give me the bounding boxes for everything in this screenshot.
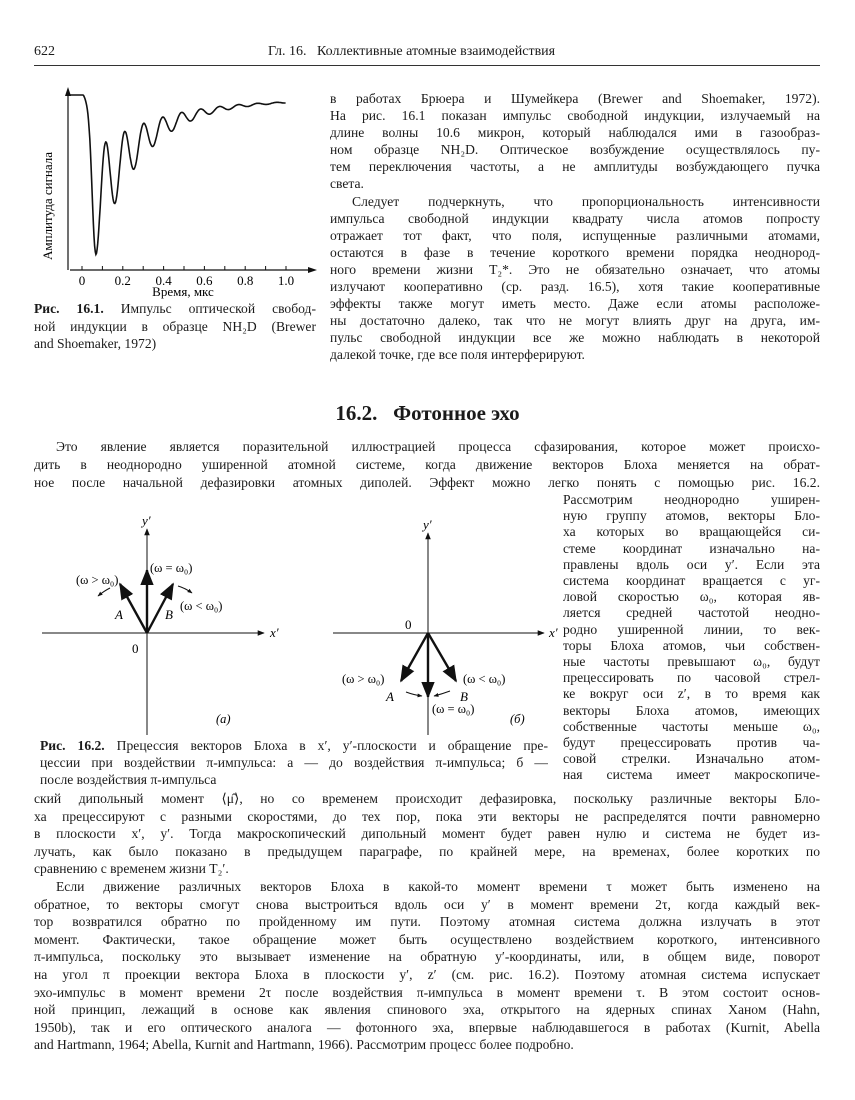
caption-line: после воздействия π-импульса: [40, 772, 217, 787]
text-line: ной принцип, лежащий в основе как явления спинового эха, открытого на ядерных спинах Ханом (Hahn,: [34, 1002, 820, 1018]
rotation-arrow-icon: [178, 586, 192, 593]
text-line: ные частоты превышают ω₀, будут: [563, 654, 820, 670]
rotation-arrow-icon: [434, 691, 450, 696]
origin-label: 0: [132, 641, 139, 656]
text-line: Это явление является поразительной иллюстрацией процесса сфазирования, которое может происхо-: [56, 439, 820, 454]
signal-curve: [68, 95, 286, 254]
text-line: Следует подчеркнуть, что пропорциональность интенсивности: [352, 193, 820, 209]
x-tick-label: 0.2: [114, 273, 131, 288]
running-title: Гл. 16. Коллективные атомные взаимодействия: [268, 44, 556, 59]
text-line: ного времени жизни T₂*. Это не обязательно означает, что атомы: [330, 261, 820, 277]
text-line: На рис. 16.1 показан импульс свободной индукции, излучаемый на: [330, 108, 820, 124]
text-line: ном образце NH₂D. Оптическое возбуждение осуществлялось пу-: [330, 142, 820, 158]
text-line: правлены вдоль оси y′. Если эта: [563, 556, 820, 572]
text-line: длине волны 10.6 микрон, который наблюдался ими в газообраз-: [330, 125, 820, 141]
text-line: родно уширенной линии, то век-: [563, 621, 820, 637]
text-line: and Hartmann, 1964; Abella, Kurnit and Hartmann, 1966). Рассмотрим процесс более подробно.: [34, 1037, 574, 1053]
text-line: лучать, как было показано в предыдущем параграфе, по крайней мере, на временах, более коротких по: [34, 843, 820, 859]
y-axis-label: y′: [423, 517, 432, 532]
right-column-text: [330, 90, 820, 364]
caption-line: ной индукции в образце NH₂D (Brewer: [34, 318, 316, 334]
text-line: π-импульса, поскольку это вызывает изменение на обратную y′-координаты, или, в общем виде, поворот: [34, 949, 820, 965]
text-line: импульса свободной индукции квадрату числа атомов попросту: [330, 210, 820, 226]
panel-b: [333, 517, 558, 735]
text-line: обратное, то векторы смогут снова выстроиться вдоль оси y′ в момент времени 2τ, когда каждый век-: [34, 896, 820, 912]
figure-16-1-caption: [34, 300, 316, 353]
origin-label: 0: [405, 617, 412, 632]
text-line: далекой точке, где все поля интерферируют.: [330, 347, 585, 363]
continuation-paragraph: [34, 790, 820, 1054]
caption-line: цессии при воздействии π-импульса: а — до воздействия π-импульса; б —: [40, 755, 548, 770]
text-line: ха которых во вращающейся си-: [563, 524, 820, 540]
text-line: векторы Блоха атомов, имеющих: [563, 702, 820, 718]
panel-a: [42, 513, 279, 735]
x-axis-label: x′: [549, 625, 558, 640]
x-tick-label: 0.8: [237, 273, 254, 288]
text-line: ляется средней частотой неодно-: [563, 605, 820, 621]
text-line: ны достаточно далеко, так что не могут влиять друг на друга, им-: [330, 313, 820, 329]
vector-A: [120, 584, 147, 633]
text-line: дить в неоднородно уширенной атомной системе, когда движение векторов Блоха меняется на обрат-: [34, 457, 820, 472]
text-line: сравнению с временем жизни T₂′.: [34, 861, 229, 877]
text-line: тор возвратился обратно по пройденному им пути. Поэтому атомная система должна излучать в этот: [34, 914, 820, 930]
caption-line: and Shoemaker, 1972): [34, 336, 157, 351]
rotation-arrow-icon: [406, 692, 422, 696]
caption-line: Импульс оптической свобод-: [120, 301, 316, 316]
x-tick-label: 0: [78, 273, 86, 288]
label-eq: (ω = ω₀): [432, 702, 475, 716]
x-axis-arrow-icon: [308, 267, 317, 273]
x-tick-label: 1.0: [277, 273, 295, 288]
label-B: B: [165, 607, 173, 622]
narrow-column-text: [563, 492, 820, 784]
text-line: эхо-импульс в момент времени 2τ после воздействия π-импульса в момент времени τ. В этом состоит основ-: [34, 984, 820, 1000]
label-gt: (ω > ω₀): [342, 672, 385, 686]
text-line: отражает тот факт, что поля, испущенные различными атомами,: [330, 227, 820, 243]
text-line: торы Блоха атомов, чьи собствен-: [563, 637, 820, 653]
label-B: B: [460, 689, 468, 704]
figure-16-2-caption: [40, 737, 548, 788]
text-line: пульс свободной индукции все же можно наблюдать в некоторой: [330, 330, 820, 346]
text-line: ский дипольный момент ⟨μ̂⟩, но со временем происходит дефазировка, поскольку различные векторы Бло-: [34, 791, 820, 806]
text-line: ха прецессируют с разными скоростями, до тех пор, пока эти векторы не распределятся почти равномерно: [34, 808, 820, 824]
text-line: тем переключения частоты, а не амплитуды возбуждающего пучка: [330, 159, 820, 175]
x-tick-label: 0.4: [155, 273, 172, 288]
caption-label: Рис. 16.1.: [34, 301, 104, 316]
text-line: будут прецессировать против ча-: [563, 735, 820, 751]
text-line: 1950b), так и его оптического аналога — фотонного эха, впервые наблюдавшегося в работах (Kurnit, Abella: [34, 1019, 820, 1035]
text-line: Рассмотрим неоднородно уширен-: [563, 492, 820, 507]
panel-label: (б): [510, 712, 525, 726]
caption-label: Рис. 16.2.: [40, 738, 105, 753]
rotation-arrow-icon: [98, 588, 110, 596]
text-line: остаются в фазе в течение короткого времени порядка неоднород-: [330, 244, 820, 260]
text-line: ную группу атомов, векторы Бло-: [563, 508, 820, 524]
text-line: ловой скоростью ω₀, которая яв-: [563, 589, 820, 605]
text-line: момент. Фактически, такое обращение может быть осуществлено воздействием короткого, интенсивного: [34, 931, 820, 947]
page-number: 622: [34, 44, 55, 59]
text-line: стеме координат изначально на-: [563, 540, 820, 556]
text-line: ная система имеет макроскопиче-: [563, 767, 820, 783]
text-line: прецессировать по часовой стрел-: [563, 670, 820, 686]
text-line: ке вокруг оси z′, в то время как: [563, 686, 820, 702]
text-line: собственные частоты меньше ω₀,: [563, 718, 820, 734]
label-lt: (ω < ω₀): [463, 672, 506, 686]
vector-A: [401, 633, 428, 681]
figure-16-1: [30, 80, 320, 300]
vector-B: [428, 633, 456, 681]
text-line: ное после начальной дефазировки атомных диполей. Эффект можно легко понять с помощью рис. 16.2.: [34, 475, 820, 490]
text-line: в работах Брюера и Шумейкера (Brewer and Shoemaker, 1972).: [330, 91, 820, 106]
section-title: 16.2. Фотонное эхо: [335, 401, 520, 425]
header-rule: [34, 65, 820, 66]
text-line: излучают кооперативно (ср. разд. 16.5), хотя такие кооперативные: [330, 279, 820, 295]
caption-line: Прецессия векторов Блоха в x′, y′-плоскости и обращение пре-: [116, 738, 548, 753]
panel-label: (а): [216, 712, 231, 726]
y-axis-label: y′: [142, 513, 151, 528]
text-line: Если движение различных векторов Блоха в какой-то момент времени τ может быть изменено на: [56, 878, 820, 894]
intro-paragraph: [34, 438, 820, 492]
label-A: A: [386, 689, 394, 704]
label-gt: (ω > ω₀): [76, 573, 119, 587]
x-axis-label: x′: [270, 625, 279, 640]
label-eq: (ω = ω₀): [150, 561, 193, 575]
label-lt: (ω < ω₀): [180, 599, 223, 613]
label-A: A: [115, 607, 123, 622]
text-line: в плоскости x′, y′. Тогда макроскопический дипольный момент будет равен нулю и система не будет из-: [34, 826, 820, 842]
y-axis-label: Амплитуда сигнала: [40, 152, 55, 260]
x-axis-label: Время, мкс: [152, 284, 214, 299]
text-line: эффекты также могут иметь место. Даже если атомы расположе-: [330, 296, 820, 312]
text-line: на угол π проекции вектора Блоха в плоскости y′, z′ (см. рис. 16.2). Поэтому атомная система испускает: [34, 966, 820, 982]
text-line: совой стрелки. Изначально атом-: [563, 751, 820, 767]
text-line: света.: [330, 176, 364, 192]
figure-16-2: [30, 505, 560, 740]
text-line: система координат вращается с уг-: [563, 573, 820, 589]
x-tick-label: 0.6: [196, 273, 213, 288]
